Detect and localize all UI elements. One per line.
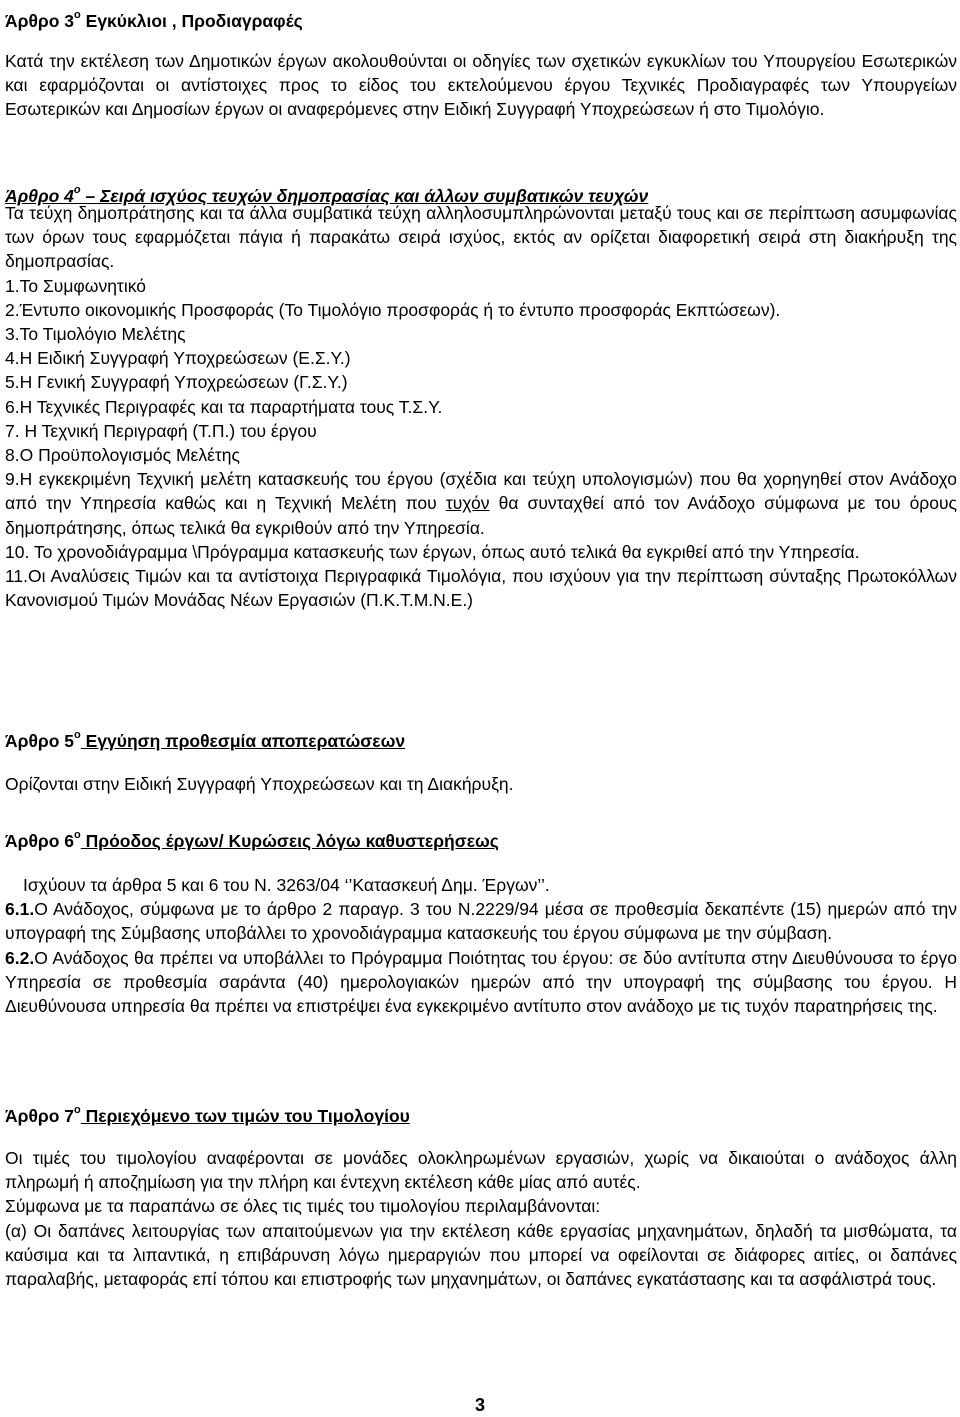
article-6-title-sup: ο: [74, 829, 81, 841]
article-5-title: [5, 722, 957, 754]
list-item-9-text-a: 9.Η εγκεκριμένη Τεχνική μελέτη κατασκευής του έργου (σχέδια και τεύχη υπολογισμών) που θα χορηγηθεί στον Ανάδοχο από την Υπηρεσία καθώς και η Τεχνική Μελέτη που: [5, 469, 957, 514]
article-5-body: Ορίζονται στην Ειδική Συγγραφή Υποχρεώσεων και τη Διακήρυξη.: [5, 774, 514, 794]
paragraph-6-1-number: 6.1.: [5, 899, 35, 920]
article-3-title-sup: ο: [74, 9, 81, 21]
list-item-7: 7. Η Τεχνική Περιγραφή (Τ.Π.) του έργου: [5, 420, 317, 441]
page-number: 3: [474, 1395, 485, 1415]
article-6-line-1: Ισχύουν τα άρθρα 5 και 6 του Ν. 3263/04 ‘’Κατασκευή Δημ. Έργων’’.: [23, 875, 550, 895]
article-5-title-text: Άρθρο 5: [5, 731, 75, 751]
article-6-paragraph-6-2: [5, 946, 957, 1019]
article-7-title-rest: Περιεχόμενο των τιμών του Τιμολογίου: [80, 1106, 410, 1126]
article-4-intro: Τα τεύχη δημοπράτησης και τα άλλα συμβατικά τεύχη αλληλοσυμπληρώνονται μεταξύ τους και σε περίπτωση ασυμφωνίας των όρων τους εφαρμόζεται πάγια ή παρακάτω σειρά ισχύος, εκτός αν ορίζεται διαφορετική σειρά στη διακήρυξη της δημοπρασίας.: [5, 203, 957, 272]
article-7-title: [5, 1097, 957, 1129]
article-6-title-rest: Πρόοδος έργων/ Κυρώσεις λόγω καθυστερήσεως: [80, 831, 499, 851]
list-item-11: 11.Οι Αναλύσεις Τιμών και τα αντίστοιχα Περιγραφικά Τιμολόγια, που ισχύουν για την περίπτωση σύνταξης Πρωτοκόλλων Κανονισμού Τιμών Μονάδας Νέων Εργασιών (Π.Κ.Τ.Μ.Ν.Ε.): [5, 566, 957, 611]
list-item-5: 5.Η Γενική Συγγραφή Υποχρεώσεων (Γ.Σ.Υ.): [5, 372, 348, 393]
list-item-1: 1.Το Συμφωνητικό: [5, 275, 146, 296]
article-6-title-text: Άρθρο 6: [5, 831, 75, 851]
article-7-paragraph-1: Οι τιμές του τιμολογίου αναφέρονται σε μονάδες ολοκληρωμένων εργασιών, χωρίς να δικαιούται ο ανάδοχος άλλη πληρωμή ή αποζημίωση για την πλήρη και έντεχνη εκτέλεση κάθε μίας από αυτές.: [5, 1148, 957, 1193]
article-4-title-text: Άρθρο 4: [5, 186, 74, 206]
article-7-paragraph-3: (α) Οι δαπάνες λειτουργίας των απαιτούμενων για την εκτέλεση κάθε εργασίας μηχανημάτων, δηλαδή τα μισθώματα, τα καύσιμα και τα λιπαντικά, η επιβάρυνση λόγω ημεραργιών που μπορεί να οφείλονται σε διάφορες αιτίες, οι δαπάνες παραλαβής, μεταφοράς επί τόπου και επιστροφής των μηχανημάτων, οι δαπάνες εγκατάστασης και τα ασφάλιστρά τους.: [5, 1220, 957, 1290]
article-3-title-rest: Εγκύκλιοι , Προδιαγραφές: [80, 11, 303, 31]
article-3-title: [5, 2, 957, 34]
article-5-title-rest: Εγγύηση προθεσμία αποπερατώσεων: [80, 731, 406, 751]
article-6-paragraph-6-1: [5, 897, 957, 945]
list-item-2: 2.Έντυπο οικονομικής Προσφοράς (Το Τιμολόγιο προσφοράς ή το έντυπο προσφοράς Εκπτώσεων).: [5, 299, 781, 320]
article-6-title: [5, 822, 957, 854]
article-4-title-rest: – Σειρά ισχύος τευχών δημοπρασίας και άλλων συμβατικών τευχών: [80, 186, 649, 206]
article-5-title-sup: ο: [74, 729, 81, 741]
paragraph-6-1-text: Ο Ανάδοχος, σύμφωνα με το άρθρο 2 παραγρ. 3 του Ν.2229/94 μέσα σε προθεσμία δεκαπέντε (15) ημερών από την υπογραφή της Σύμβασης υποβάλλει το χρονοδιάγραμμα κατασκευής του έργου σύμφωνα με την σύμβαση.: [5, 899, 957, 944]
list-item-9-text-b: θα συνταχθεί από τον Ανάδοχο σύμφωνα με του όρους δημοπράτησης, όπως τελικά θα εγκριθούν από την Υπηρεσία.: [5, 493, 957, 538]
list-item-6: 6.Η Τεχνικές Περιγραφές και τα παραρτήματα τους Τ.Σ.Υ.: [5, 396, 443, 417]
article-3-body: Κατά την εκτέλεση των Δημοτικών έργων ακολουθούνται οι οδηγίες των σχετικών εγκυκλίων του Υπουργείου Εσωτερικών και εφαρμόζονται οι αντίστοιχες προς το είδος του εκτελούμενου έργου Τεχνικές Προδιαγραφές των Υπουργείων Εσωτερικών και Δημοσίων έργων οι αναφερόμενες στην Ειδική Συγγραφή Υποχρεώσεων ή στο Τιμολόγιο.: [5, 51, 957, 120]
list-item-10: 10. Το χρονοδιάγραμμα \Πρόγραμμα κατασκευής των έργων, όπως αυτό τελικά θα εγκριθεί από την Υπηρεσία.: [5, 541, 860, 562]
article-4-title-sup: ο: [73, 184, 81, 196]
article-7-title-sup: ο: [74, 1104, 81, 1116]
list-item-9: [5, 467, 957, 540]
article-7-title-text: Άρθρο 7: [5, 1106, 75, 1126]
article-7-paragraph-2: Σύμφωνα με τα παραπάνω σε όλες τις τιμές του τιμολογίου περιλαμβάνονται:: [5, 1196, 601, 1217]
list-item-4: 4.Η Ειδική Συγγραφή Υποχρεώσεων (Ε.Σ.Υ.): [5, 348, 351, 369]
paragraph-6-2-number: 6.2.: [5, 947, 35, 968]
article-3-title-text: Άρθρο 3: [5, 11, 75, 31]
paragraph-6-2-text: Ο Ανάδοχος θα πρέπει να υποβάλλει το Πρόγραμμα Ποιότητας του έργου: σε δύο αντίτυπα στην Διευθύνουσα το έργο Υπηρεσία σε προθεσμία σαράντα (40) ημερολογιακών ημερών από την υπογραφή της σύμβασης του έργου. Η Διευθύνουσα υπηρεσία θα πρέπει να επιστρέψει ένα εγκεκριμένο αντίτυπο στον ανάδοχο με τις τυχόν παρατηρήσεις της.: [5, 947, 957, 1017]
list-item-9-underlined: τυχόν: [445, 493, 490, 514]
list-item-3: 3.Το Τιμολόγιο Μελέτης: [5, 324, 186, 345]
list-item-8: 8.Ο Προϋπολογισμός Μελέτης: [5, 445, 240, 466]
article-3: [5, 2, 957, 34]
